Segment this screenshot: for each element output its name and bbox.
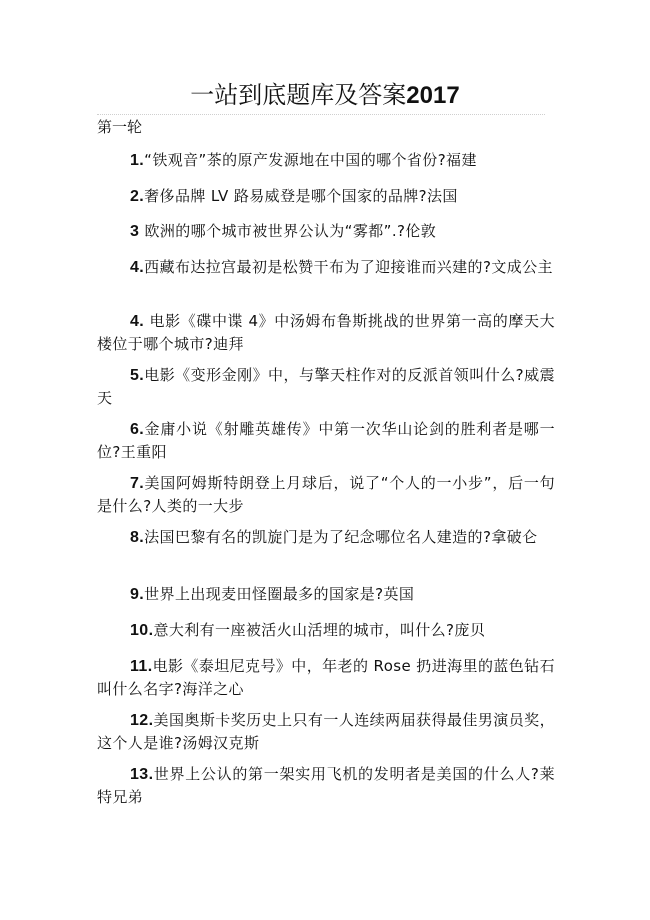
question-number: 2. bbox=[130, 188, 145, 205]
question-text: 电影《碟中谍 4》中汤姆布鲁斯挑战的世界第一高的摩天大楼位于哪个城市?迪拜 bbox=[97, 312, 555, 353]
question-number: 1. bbox=[130, 152, 145, 169]
question-4b bbox=[97, 310, 555, 355]
question-text: 美国奥斯卡奖历史上只有一人连续两届获得最佳男演员奖，这个人是谁?汤姆汉克斯 bbox=[97, 711, 555, 752]
question-text: 法国巴黎有名的凯旋门是为了纪念哪位名人建造的?拿破仑 bbox=[144, 528, 538, 546]
question-4 bbox=[97, 256, 555, 279]
question-text: 美国阿姆斯特朗登上月球后，说了“个人的一小步”，后一句是什么?人类的一大步 bbox=[97, 474, 555, 515]
question-10 bbox=[97, 619, 555, 642]
title-divider bbox=[97, 114, 545, 115]
question-number: 9. bbox=[130, 586, 145, 603]
question-text: 世界上出现麦田怪圈最多的国家是?英国 bbox=[144, 585, 415, 603]
question-number: 8. bbox=[130, 529, 145, 546]
question-7 bbox=[97, 472, 555, 517]
question-text: 电影《泰坦尼克号》中，年老的 Rose 扔进海里的蓝色钻石叫什么名字?海洋之心 bbox=[97, 657, 555, 698]
question-12 bbox=[97, 709, 555, 754]
question-text: 西藏布达拉宫最初是松赞干布为了迎接谁而兴建的?文成公主 bbox=[144, 258, 553, 276]
question-number: 11. bbox=[130, 658, 153, 675]
question-number: 12. bbox=[130, 712, 154, 729]
question-2 bbox=[97, 185, 555, 208]
question-text: 金庸小说《射雕英雄传》中第一次华山论剑的胜利者是哪一位?王重阳 bbox=[97, 420, 555, 461]
question-number: 4. bbox=[130, 313, 145, 330]
question-5 bbox=[97, 364, 555, 409]
title-text: 一站到底题库及答案 bbox=[190, 81, 407, 109]
question-text: 意大利有一座被活火山活埋的城市，叫什么?庞贝 bbox=[153, 621, 486, 639]
question-11 bbox=[97, 655, 555, 700]
question-9 bbox=[97, 583, 555, 606]
page-title bbox=[0, 78, 650, 113]
question-number: 3 bbox=[130, 223, 140, 240]
question-text: 世界上公认的第一架实用飞机的发明者是美国的什么人?莱特兄弟 bbox=[97, 765, 555, 806]
question-1 bbox=[97, 149, 555, 172]
question-6 bbox=[97, 418, 555, 463]
question-number: 4. bbox=[130, 259, 145, 276]
question-text: 电影《变形金刚》中，与擎天柱作对的反派首领叫什么?威震天 bbox=[97, 366, 555, 407]
round-label: 第一轮 bbox=[97, 118, 143, 136]
question-13 bbox=[97, 763, 555, 808]
title-year: 2017 bbox=[406, 82, 460, 109]
question-number: 10. bbox=[130, 622, 154, 639]
question-number: 5. bbox=[130, 367, 145, 384]
question-number: 13. bbox=[130, 766, 154, 783]
question-text: 奢侈品牌 LV 路易威登是哪个国家的品牌?法国 bbox=[144, 187, 458, 205]
question-3 bbox=[97, 220, 555, 243]
question-text: 欧洲的哪个城市被世界公认为“雾都”.?伦敦 bbox=[139, 222, 437, 240]
question-8 bbox=[97, 526, 555, 549]
question-number: 7. bbox=[130, 475, 145, 492]
question-number: 6. bbox=[130, 421, 145, 438]
question-text: “铁观音”茶的原产发源地在中国的哪个省份?福建 bbox=[144, 151, 477, 169]
